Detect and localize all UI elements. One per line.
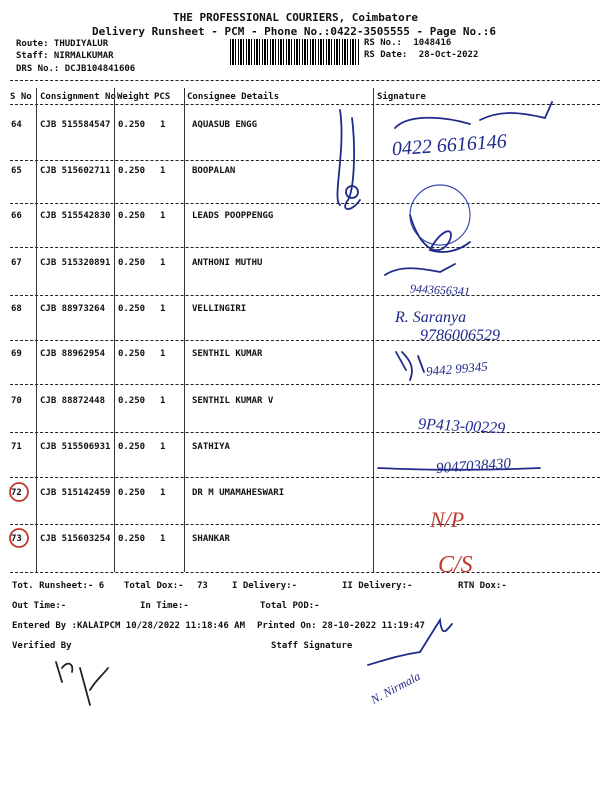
phone-row-69: 9442 99345 bbox=[425, 358, 489, 379]
signature-row-66 bbox=[410, 215, 470, 252]
total-dox-value: 73 bbox=[197, 581, 208, 591]
col-consignment: Consignment No bbox=[40, 92, 116, 102]
tot-runsheet: Tot. Runsheet:- 6 bbox=[12, 581, 105, 591]
rs-date-value: 28-Oct-2022 bbox=[418, 50, 479, 60]
row-consignment: CJB 515602711 bbox=[40, 166, 111, 176]
phone-row-64: 0422 6616146 bbox=[391, 130, 508, 161]
row-consignee: AQUASUB ENGG bbox=[192, 120, 258, 130]
mark-circle-73 bbox=[10, 529, 28, 547]
staff-signature bbox=[368, 620, 452, 665]
row-weight: 0.250 bbox=[118, 120, 146, 130]
in-time: In Time:- bbox=[140, 601, 189, 611]
phone-row-70: 9P413-00229 bbox=[417, 415, 506, 438]
row-consignment: CJB 515506931 bbox=[40, 442, 111, 452]
row-consignment: CJB 515542830 bbox=[40, 211, 111, 221]
status-row-73: C/S bbox=[438, 552, 473, 578]
col-sno: S No bbox=[10, 92, 32, 102]
row-consignee: SATHIYA bbox=[192, 442, 230, 452]
verified-by: Verified By bbox=[12, 641, 72, 651]
row-consignee: SENTHIL KUMAR bbox=[192, 349, 263, 359]
doc-title: THE PROFESSIONAL COURIERS, Coimbatore bbox=[173, 11, 419, 24]
row-weight: 0.250 bbox=[118, 488, 146, 498]
doc-subtitle: Delivery Runsheet - PCM - Phone No.:0422-3505555 - Page No.:6 bbox=[92, 25, 496, 38]
row-consignee: LEADS POOPPENGG bbox=[192, 211, 274, 221]
row-pcs: 1 bbox=[160, 488, 166, 498]
row-pcs: 1 bbox=[160, 534, 166, 544]
signature-row-64 bbox=[395, 102, 552, 128]
rs-date-label: RS Date: bbox=[364, 50, 408, 60]
staff-label: Staff: NIRMALKUMAR bbox=[16, 51, 114, 61]
row-pcs: 1 bbox=[160, 442, 166, 452]
signature-row-69 bbox=[396, 352, 424, 380]
row-pcs: 1 bbox=[160, 396, 166, 406]
row-weight: 0.250 bbox=[118, 304, 146, 314]
printed-on: Printed On: 28-10-2022 11:19:47 bbox=[257, 621, 425, 631]
route-label: Route: THUDIYALUR bbox=[16, 39, 109, 49]
name-row-68: R. Saranya bbox=[395, 309, 467, 326]
out-time: Out Time:- bbox=[12, 601, 67, 611]
row-weight: 0.250 bbox=[118, 211, 146, 221]
row-sno: 73 bbox=[11, 534, 22, 544]
phone-row-67: 9443656341 bbox=[409, 281, 471, 299]
row-sno: 68 bbox=[11, 304, 22, 314]
entered-by: Entered By :KALAIPCM 10/28/2022 11:18:46 AM bbox=[12, 621, 245, 631]
row-pcs: 1 bbox=[160, 211, 166, 221]
row-sno: 69 bbox=[11, 349, 22, 359]
col-signature: Signature bbox=[377, 92, 426, 102]
row-weight: 0.250 bbox=[118, 534, 146, 544]
phone-row-71: 9047038430 bbox=[435, 455, 512, 478]
col-pcs: PCS bbox=[154, 92, 171, 102]
pen-stroke bbox=[337, 110, 341, 205]
drs-label: DRS No.: DCJB104841606 bbox=[16, 64, 136, 74]
row-sno: 66 bbox=[11, 211, 22, 221]
verified-signature bbox=[56, 662, 108, 705]
total-dox-label: Total Dox:- bbox=[124, 581, 184, 591]
row-consignee: ANTHONI MUTHU bbox=[192, 258, 263, 268]
row-sno: 65 bbox=[11, 166, 22, 176]
row-consignee: VELLINGIRI bbox=[192, 304, 247, 314]
row-weight: 0.250 bbox=[118, 349, 146, 359]
rs-no-label: RS No.: bbox=[364, 38, 402, 48]
row-consignment: CJB 88872448 bbox=[40, 396, 106, 406]
row-consignee: SHANKAR bbox=[192, 534, 230, 544]
phone-row-68: 9786006529 bbox=[420, 327, 500, 344]
staff-signature-text: N. Nirmala bbox=[368, 669, 423, 707]
mark-circle-72 bbox=[10, 483, 28, 501]
row-pcs: 1 bbox=[160, 166, 166, 176]
row-consignment: CJB 515142459 bbox=[40, 488, 111, 498]
rs-no-value: 1048416 bbox=[413, 38, 452, 48]
row-sno: 72 bbox=[11, 488, 22, 498]
row-sno: 71 bbox=[11, 442, 22, 452]
row-pcs: 1 bbox=[160, 349, 166, 359]
row-consignee: BOOPALAN bbox=[192, 166, 236, 176]
row-sno: 67 bbox=[11, 258, 22, 268]
i-delivery: I Delivery:- bbox=[232, 581, 298, 591]
signature-row-67 bbox=[385, 264, 455, 275]
status-row-72: N/P bbox=[430, 507, 465, 532]
row-weight: 0.250 bbox=[118, 258, 146, 268]
row-consignment: CJB 515320891 bbox=[40, 258, 111, 268]
rtn-dox: RTN Dox:- bbox=[458, 581, 507, 591]
row-weight: 0.250 bbox=[118, 442, 146, 452]
ii-delivery: II Delivery:- bbox=[342, 581, 413, 591]
row-pcs: 1 bbox=[160, 120, 166, 130]
row-consignment: CJB 88973264 bbox=[40, 304, 106, 314]
row-consignment: CJB 515584547 bbox=[40, 120, 111, 130]
row-weight: 0.250 bbox=[118, 166, 146, 176]
col-weight: Weight bbox=[117, 92, 150, 102]
row-consignment: CJB 88962954 bbox=[40, 349, 106, 359]
col-consignee: Consignee Details bbox=[187, 92, 280, 102]
row-pcs: 1 bbox=[160, 258, 166, 268]
row-consignee: DR M UMAMAHESWARI bbox=[192, 488, 285, 498]
staff-signature-label: Staff Signature bbox=[271, 641, 353, 651]
row-weight: 0.250 bbox=[118, 396, 146, 406]
total-pod: Total POD:- bbox=[260, 601, 320, 611]
row-consignment: CJB 515603254 bbox=[40, 534, 111, 544]
row-sno: 64 bbox=[11, 120, 22, 130]
row-sno: 70 bbox=[11, 396, 22, 406]
row-pcs: 1 bbox=[160, 304, 166, 314]
row-consignee: SENTHIL KUMAR V bbox=[192, 396, 274, 406]
